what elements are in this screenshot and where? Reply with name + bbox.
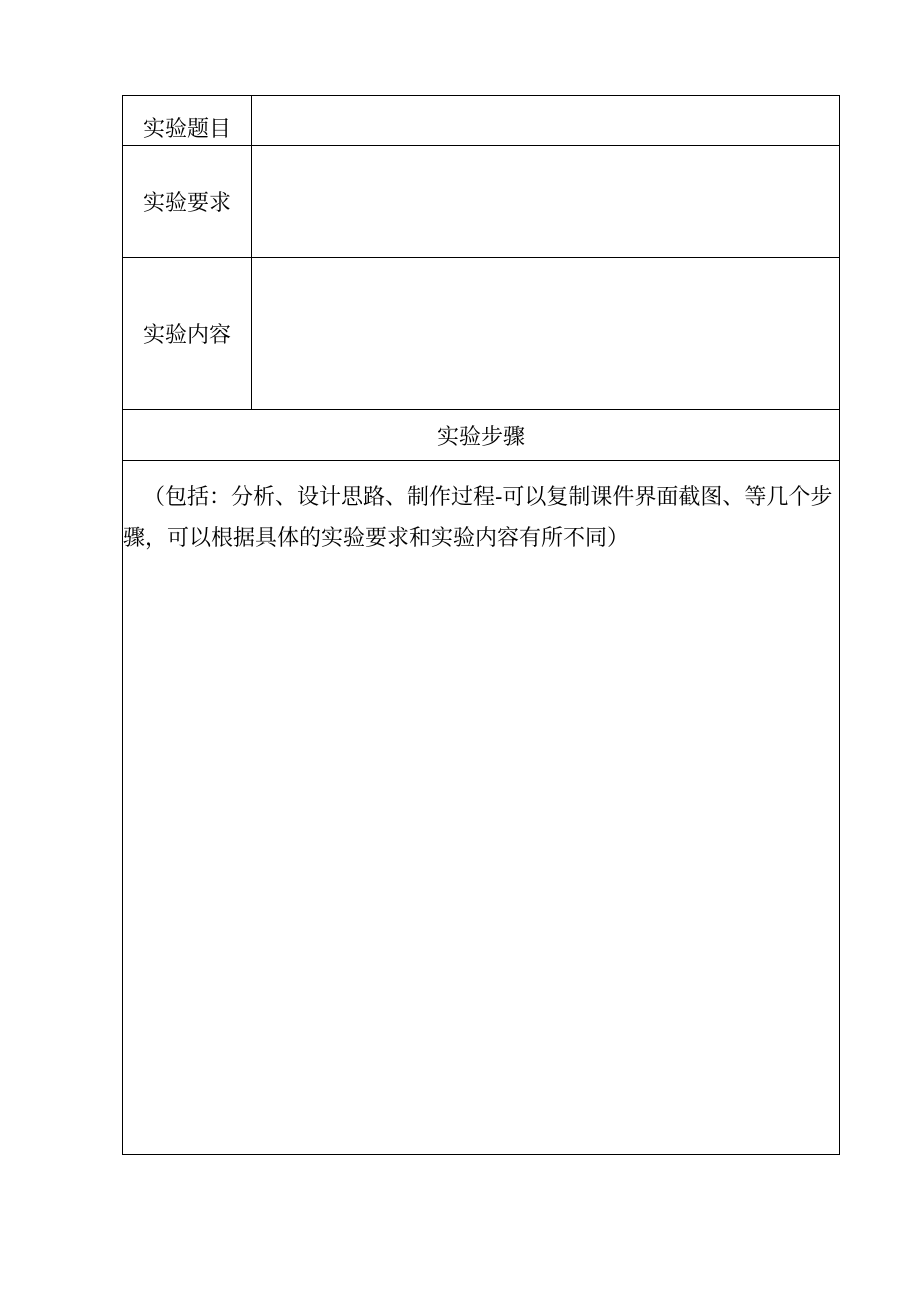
experiment-requirements-label: 实验要求 xyxy=(123,146,252,257)
experiment-title-label: 实验题目 xyxy=(123,96,252,145)
experiment-title-row xyxy=(123,96,839,146)
experiment-steps-instructions: （包括：分析、设计思路、制作过程-可以复制课件界面截图、等几个步骤，可以根据具体的实验要求和实验内容有所不同） xyxy=(123,485,833,551)
experiment-steps-header-row xyxy=(123,410,839,461)
experiment-requirements-row xyxy=(123,146,839,258)
experiment-title-field[interactable] xyxy=(252,96,839,145)
experiment-steps-heading: 实验步骤 xyxy=(436,424,525,450)
experiment-content-field[interactable] xyxy=(252,258,839,409)
experiment-report-form xyxy=(122,95,840,1155)
experiment-steps-body-row[interactable] xyxy=(123,461,839,1154)
experiment-content-label: 实验内容 xyxy=(123,258,252,409)
experiment-requirements-field[interactable] xyxy=(252,146,839,257)
experiment-content-row xyxy=(123,258,839,410)
